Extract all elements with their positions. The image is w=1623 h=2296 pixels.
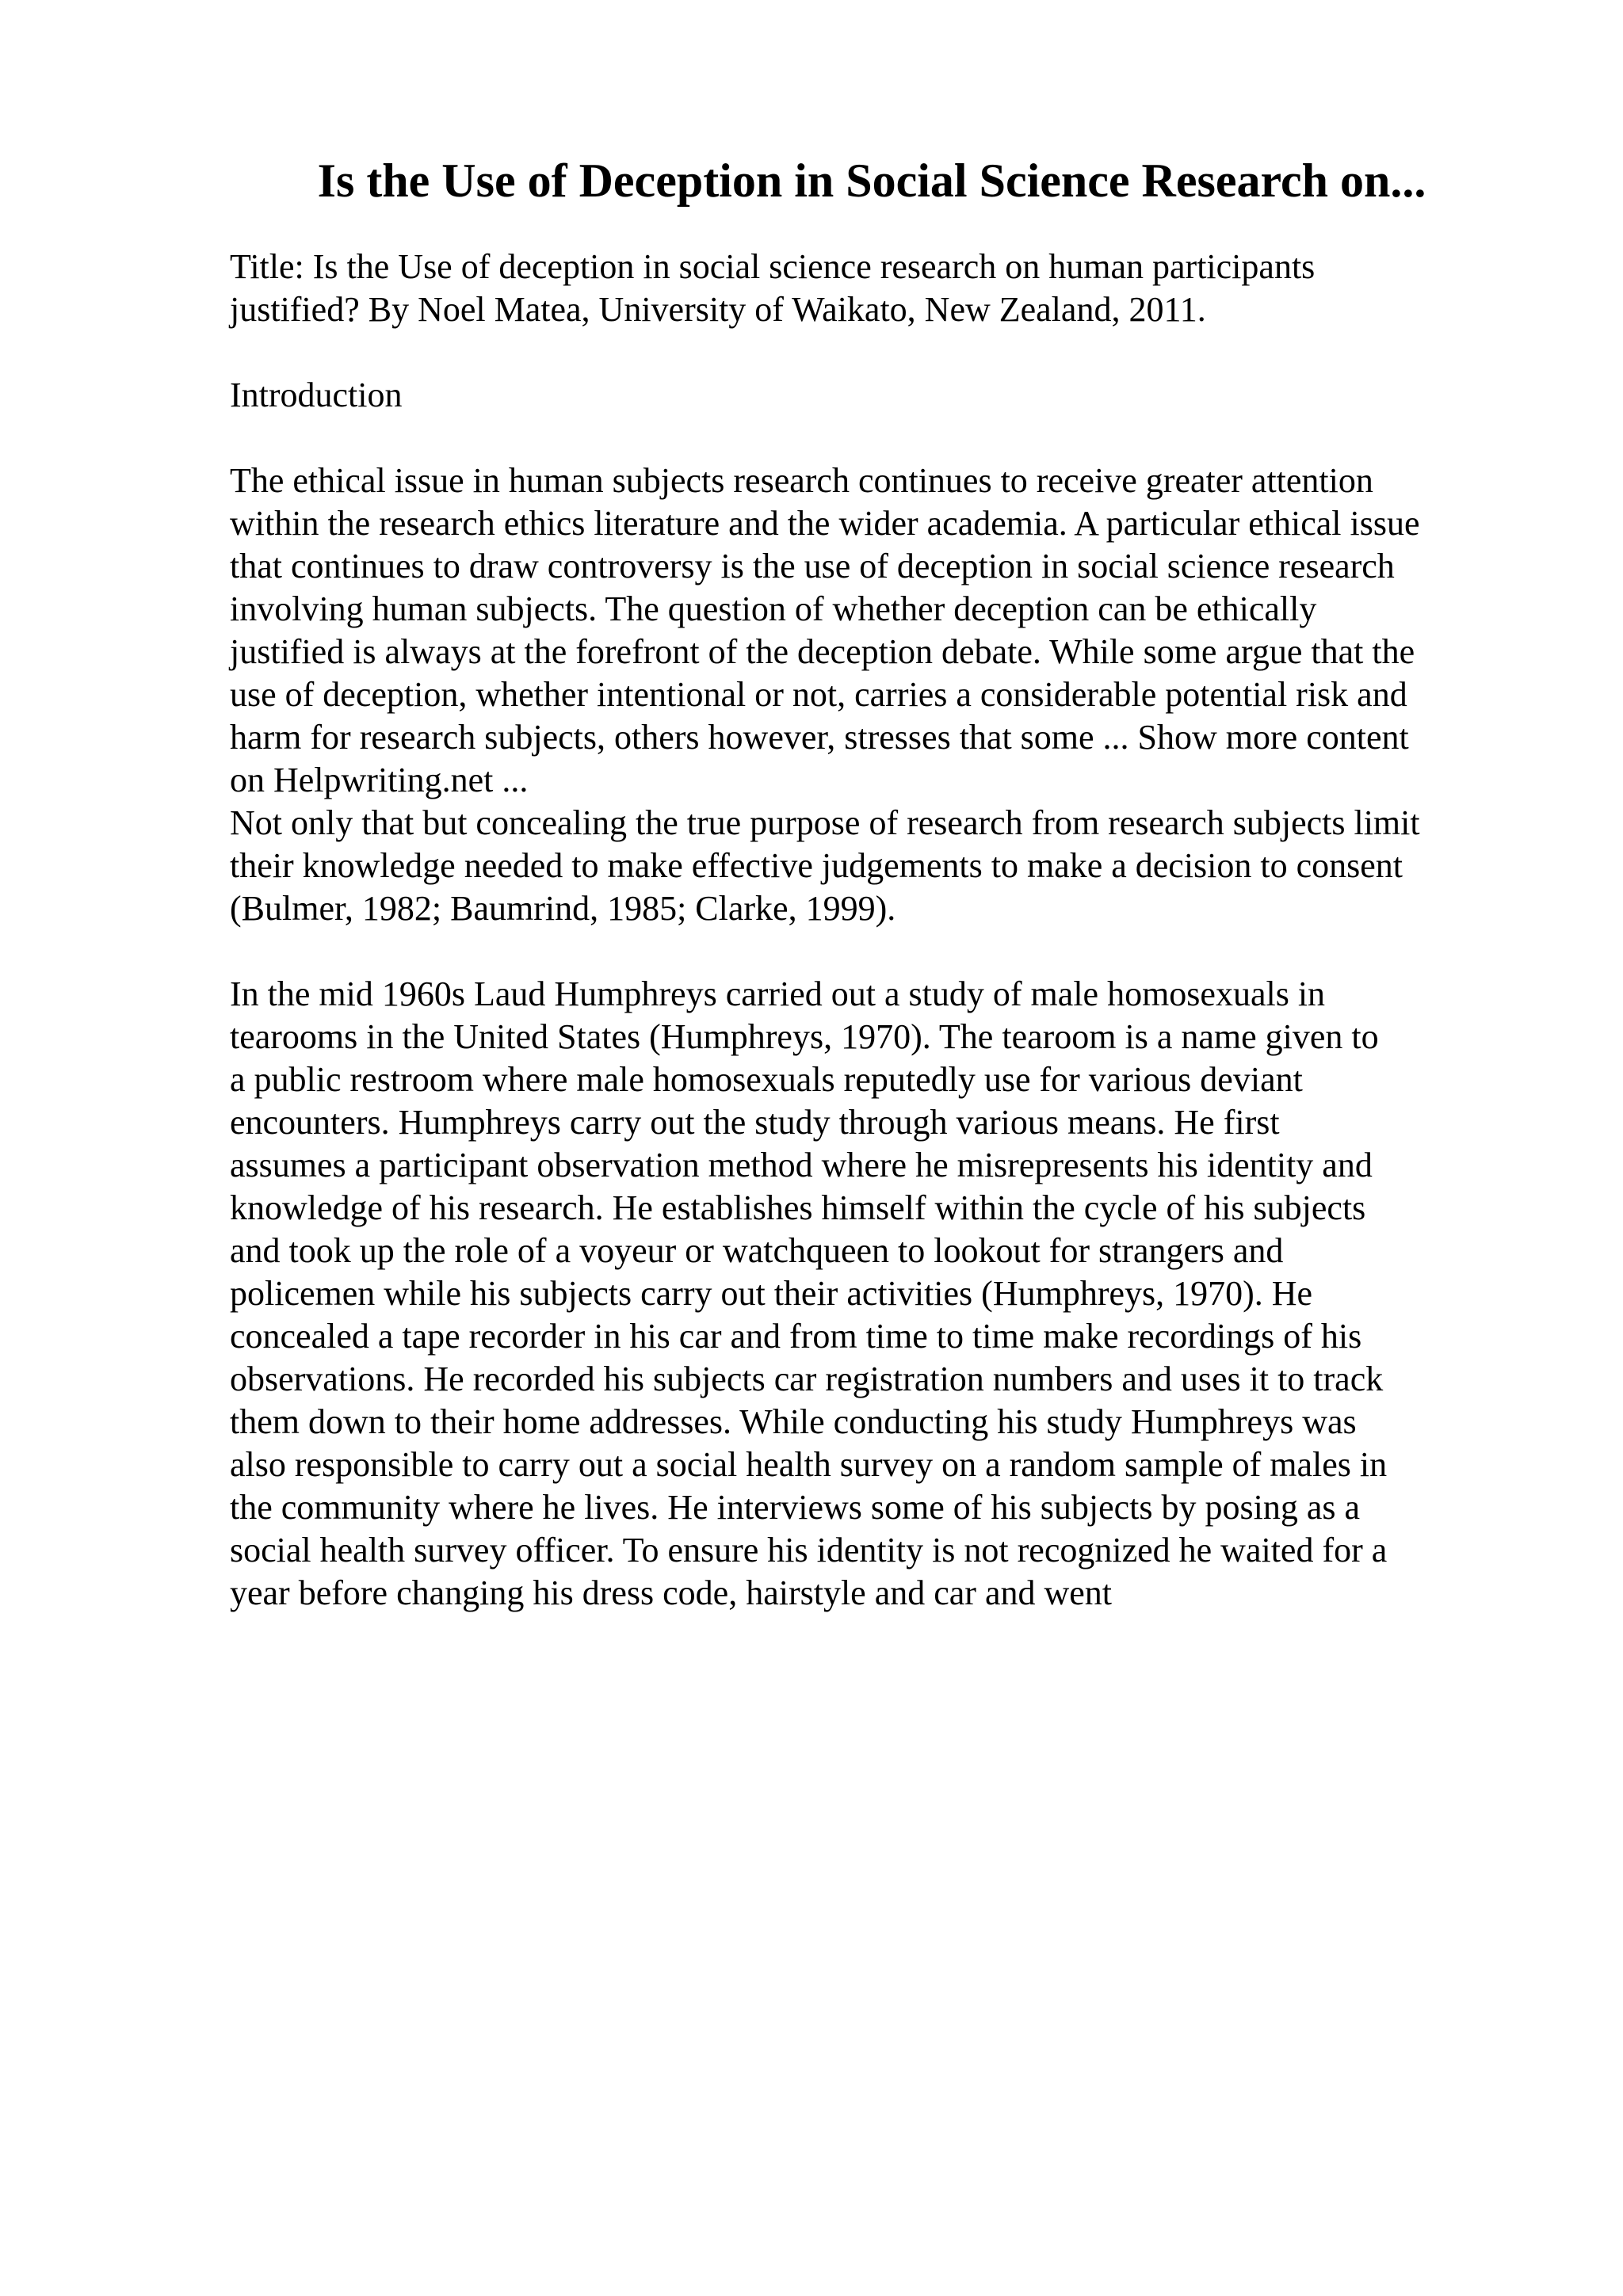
text-line: their knowledge needed to make effective judgements to make a decision to consent	[230, 846, 1403, 885]
text-line: Introduction	[230, 376, 403, 414]
document-heading: Is the Use of Deception in Social Science Research on...	[317, 154, 1426, 207]
text-line: Not only that but concealing the true purpose of research from research subjects limit	[230, 803, 1420, 842]
text-line: assumes a participant observation method where he misrepresents his identity and	[230, 1146, 1373, 1184]
text-line: justified is always at the forefront of the deception debate. While some argue that the	[230, 632, 1415, 671]
text-line: social health survey officer. To ensure his identity is not recognized he waited for a	[230, 1531, 1388, 1569]
text-line: In the mid 1960s Laud Humphreys carried out a study of male homosexuals in	[230, 974, 1326, 1013]
paragraph-gap	[230, 417, 1514, 460]
text-line: year before changing his dress code, hairstyle and car and went	[230, 1573, 1112, 1612]
text-line: policemen while his subjects carry out their activities (Humphreys, 1970). He	[230, 1274, 1313, 1313]
text-line: observations. He recorded his subjects car registration numbers and uses it to track	[230, 1360, 1384, 1398]
paragraph-3	[230, 973, 1514, 1615]
text-line: them down to their home addresses. While conducting his study Humphreys was	[230, 1402, 1357, 1441]
text-line: use of deception, whether intentional or not, carries a considerable potential risk and	[230, 675, 1407, 714]
paragraph-2	[230, 802, 1514, 930]
paragraph-gap	[230, 331, 1514, 374]
text-line: a public restroom where male homosexuals reputedly use for various deviant	[230, 1060, 1303, 1099]
text-line: and took up the role of a voyeur or watchqueen to lookout for strangers and	[230, 1231, 1284, 1270]
paragraph-gap	[230, 930, 1514, 973]
document-body	[230, 246, 1514, 1615]
text-line: that continues to draw controversy is the use of deception in social science research	[230, 547, 1395, 585]
title-paragraph	[230, 246, 1514, 331]
text-line: within the research ethics literature and the wider academia. A particular ethical issue	[230, 504, 1420, 543]
text-line: The ethical issue in human subjects research continues to receive greater attention	[230, 461, 1373, 500]
paragraph-1	[230, 460, 1514, 802]
text-line: harm for research subjects, others however, stresses that some ... Show more content	[230, 718, 1409, 757]
text-line: (Bulmer, 1982; Baumrind, 1985; Clarke, 1999).	[230, 889, 896, 928]
text-line: encounters. Humphreys carry out the study through various means. He first	[230, 1103, 1280, 1142]
text-line: also responsible to carry out a social health survey on a random sample of males in	[230, 1445, 1388, 1484]
introduction-heading	[230, 374, 1514, 417]
text-line: justified? By Noel Matea, University of Waikato, New Zealand, 2011.	[230, 290, 1206, 329]
text-line: concealed a tape recorder in his car and from time to time make recordings of his	[230, 1317, 1362, 1356]
text-line: on Helpwriting.net ...	[230, 761, 529, 799]
text-line: involving human subjects. The question of whether deception can be ethically	[230, 589, 1317, 628]
text-line: tearooms in the United States (Humphreys, 1970). The tearoom is a name given to	[230, 1017, 1379, 1056]
text-line: Title: Is the Use of deception in social science research on human participants	[230, 247, 1316, 286]
text-line: knowledge of his research. He establishes himself within the cycle of his subjects	[230, 1188, 1366, 1227]
text-line: the community where he lives. He interviews some of his subjects by posing as a	[230, 1488, 1361, 1527]
